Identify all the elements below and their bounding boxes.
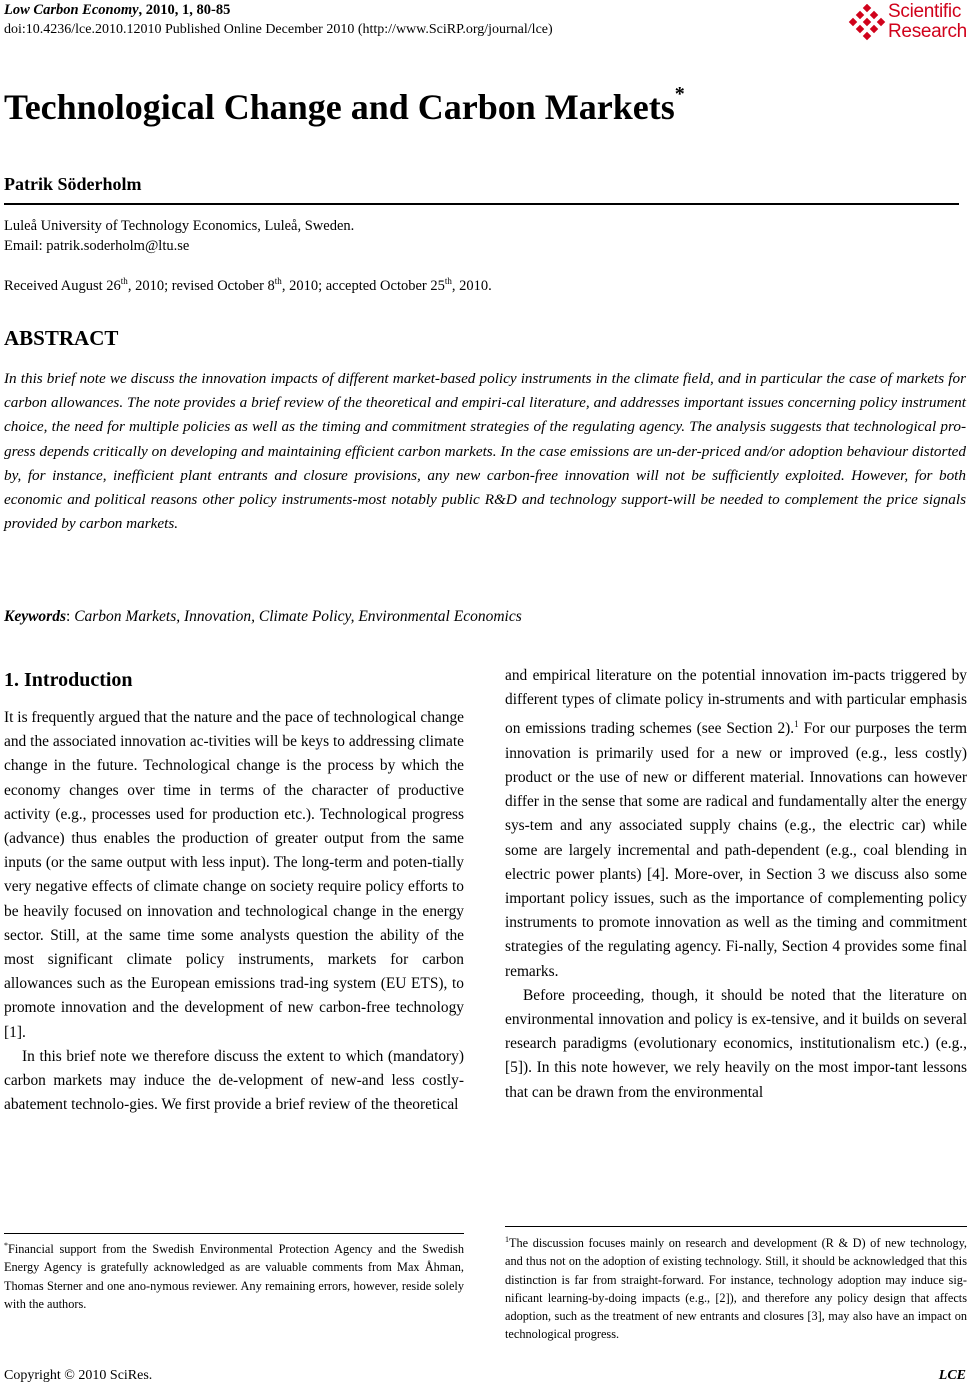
doi-line: doi:10.4236/lce.2010.12010 Published Online December 2010 (http://www.SciRP.org/journal/lce) bbox=[4, 22, 553, 37]
footnote-divider-right bbox=[505, 1226, 967, 1227]
footnote-mark-star: * bbox=[4, 1241, 8, 1250]
logo-line-scientific: Scientific bbox=[888, 1, 962, 22]
title-footnote-mark: * bbox=[674, 83, 685, 105]
footnote-ref-1: 1 bbox=[794, 719, 799, 730]
author-email: Email: patrik.soderholm@ltu.se bbox=[4, 238, 190, 254]
received-date: Received August 26 bbox=[4, 277, 121, 294]
revised-date: , 2010; revised October 8 bbox=[127, 277, 275, 294]
journal-abbreviation: LCE bbox=[938, 1368, 966, 1383]
paper-title-text: Technological Change and Carbon Markets bbox=[4, 87, 675, 127]
publisher-logo bbox=[848, 2, 968, 46]
paragraph-intro-3: Before proceeding, though, it should be noted that the literature on environmental innovation and policy is ex-tensive, and it builds on several research paradigms (evolutionary economics, institutionalism etc.) (e.g., [5]). In this note however, we rely heavily on the most impor-tant lessons that can be drawn from the environmental bbox=[505, 986, 967, 1101]
received-ordinal: th bbox=[120, 276, 128, 286]
keywords-list: Carbon Markets, Innovation, Climate Policy, Environmental Economics bbox=[74, 608, 522, 625]
body-column-left bbox=[4, 706, 464, 1117]
footnote-funding-text: Financial support from the Swedish Environmental Protection Agency and the Swedish Energy Agency is gratefully acknowledged as are valuable comments from Max Åhman, Thomas Sterner and one ano-nymous reviewer. Any remaining errors, however, reside solely with the authors. bbox=[4, 1242, 464, 1311]
paragraph-intro-1: It is frequently argued that the nature and the pace of technological change and the associated innovation ac-tivities will be keys to addressing climate change in the future. Technological change is the process by which the economy changes over time in terms of the character of productive activity (e.g., processes used for production etc.). Technological progress (advance) thus enables the production of greater output from the same inputs (or the same output with less input). The long-term and poten-tially very negative effects of climate change on society require policy efforts to be heavily focused on innovation and technological change in the energy sector. Still, at the same time some analysts question the ability of the most significant climate policy instruments, markets for carbon allowances such as the European emissions trad-ing system (EU ETS), to promote innovation and the development of new carbon-free technology [1]. bbox=[4, 709, 464, 1041]
keywords-colon: : bbox=[66, 608, 75, 625]
keywords-line bbox=[4, 608, 522, 626]
scientific-research-logo-icon bbox=[848, 4, 886, 42]
revised-ordinal: th bbox=[274, 276, 282, 286]
abstract-text: In this brief note we discuss the innovation impacts of different market-based policy instruments in the climate field, and in particular the case of markets for carbon allowances. The note provides a brief review of the theoretical and empiri-cal literature, and addresses important issues concerning policy instrument choice, the need for multiple policies as well as the timing and commitment strategies of the regulating agency. The analysis suggests that technological pro-gress depends critically on developing and maintaining efficient carbon markets. In the case emissions are un-der-priced and/or adoption behaviour distorted by, for instance, inefficient plant entrants and closure provisions, any new carbon-free innovation will not be sufficiently exploited. However, for both economic and political reasons other policy instruments-most notably public R&D and technology support-will be needed to complement the price signals provided by carbon markets. bbox=[4, 370, 966, 533]
accepted-date: , 2010; accepted October 25 bbox=[281, 277, 445, 294]
footnote-1-text: The discussion focuses mainly on research and development (R & D) of new technology, and thus not on the adoption of existing technology. Still, it should be acknowledged that this distinction is far from straight-forward. For instance, technology adoption may induce sig-nificant learning-by-doing impacts (e.g., [2]), and therefore any policy design that affects adoption, such as the treatment of new entrants and closures [3], may also have an impact on technological progress. bbox=[505, 1236, 967, 1342]
keywords-label: Keywords bbox=[4, 608, 66, 625]
accepted-ordinal: th bbox=[444, 276, 452, 286]
journal-name: Low Carbon Economy bbox=[4, 2, 139, 18]
submission-dates bbox=[4, 276, 492, 295]
paper-title bbox=[4, 83, 685, 128]
journal-ref: , 2010, 1, 80-85 bbox=[138, 2, 231, 18]
footnote-funding bbox=[4, 1237, 464, 1313]
title-divider bbox=[4, 203, 959, 205]
logo-text bbox=[888, 2, 967, 42]
affiliation: Luleå University of Technology Economics, Luleå, Sweden. bbox=[4, 218, 355, 234]
affiliation-block bbox=[4, 216, 354, 256]
body-column-right bbox=[505, 664, 967, 1105]
logo-line-research: Research bbox=[888, 21, 967, 42]
paragraph-intro-2-continued bbox=[505, 664, 967, 984]
journal-citation bbox=[4, 2, 230, 19]
dates-end: , 2010. bbox=[451, 277, 492, 294]
author-name: Patrik Söderholm bbox=[4, 174, 142, 194]
paragraph-intro-2: In this brief note we therefore discuss the extent to which (mandatory) carbon markets may induce the de-velopment of new-and less costly-abatement technolo-gies. We first provide a brief review of the theoretical bbox=[4, 1047, 464, 1114]
abstract-heading: ABSTRACT bbox=[4, 326, 119, 350]
copyright-notice: Copyright © 2010 SciRes. bbox=[4, 1368, 153, 1383]
paragraph-intro-2-cont-b: For our purposes the term innovation is primarily used for a new or improved (e.g., less costly) product or the use of new or different material. Innovations can however differ in the sense that some are radical and fundamentally alter the energy sys-tem and any associated supply chains (e.g., the electric car) while some are largely incremental and path-dependent (e.g., coal blending in electric power plants) [4]. More-over, in Section 3 we discuss also some important policy issues, such as the importance of complementing policy instruments to promote innovation as well as the timing and commitment strategies of the regulating agency. Fi-nally, Section 4 provides some final remarks. bbox=[505, 720, 967, 980]
footnote-mark-1: 1 bbox=[505, 1235, 509, 1244]
footnote-1 bbox=[505, 1231, 967, 1343]
paragraph-intro-2-cont-a: and empirical literature on the potential innovation im-pacts triggered by different types of climate policy in-struments and with particular emphasis on emissions trading schemes (see Section 2). bbox=[505, 667, 967, 738]
section-heading-introduction: 1. Introduction bbox=[4, 669, 133, 691]
footnote-divider-left bbox=[4, 1233, 464, 1234]
